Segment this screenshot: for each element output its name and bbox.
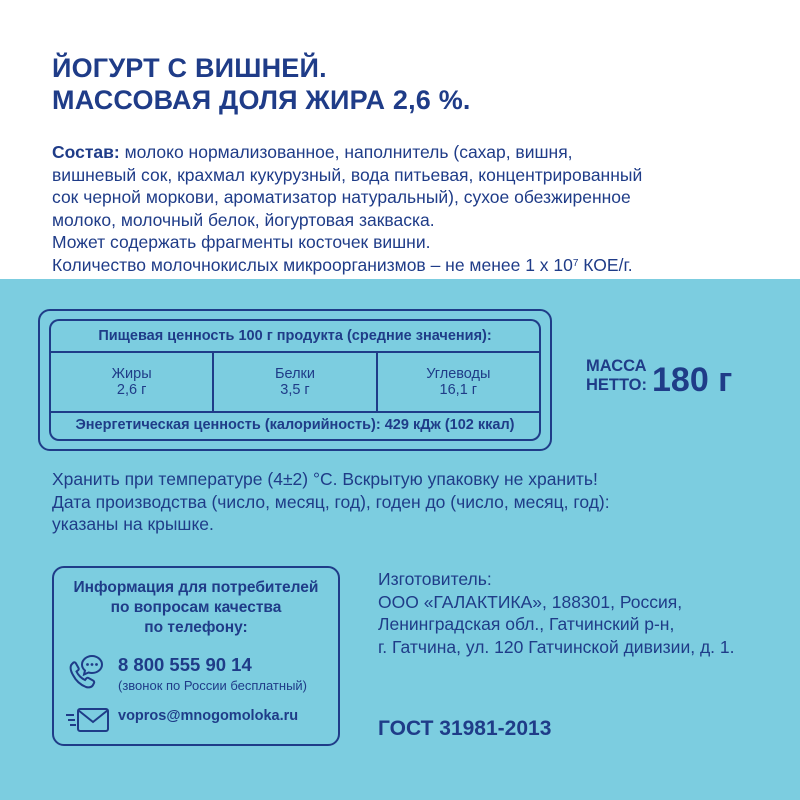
phone-note: (звонок по России бесплатный) (118, 678, 308, 693)
nutrition-cell-carbs (376, 353, 539, 411)
envelope-icon (66, 706, 110, 734)
manufacturer-line-3: Ленинградская обл., Гатчинский р-н, (378, 614, 675, 634)
title-line-2: МАССОВАЯ ДОЛЯ ЖИРА 2,6 %. (52, 85, 471, 115)
product-title (52, 52, 471, 116)
manufacturer-info (378, 568, 734, 658)
nutrition-cells (49, 351, 541, 413)
net-mass-label (586, 357, 647, 395)
fat-value: 2,6 г (116, 382, 147, 398)
composition-line-6 (52, 254, 772, 277)
consumer-info-line-1: Информация для потребителей (73, 579, 319, 596)
composition-text-1: молоко нормализованное, наполнитель (сахар, вишня, (119, 142, 573, 162)
consumer-info-line-2: по вопросам качества (110, 599, 282, 616)
microorganisms-text: Количество молочнокислых микроорганизмов – не менее 1 x 10 (52, 254, 573, 275)
carbs-value: 16,1 г (439, 382, 478, 398)
phone-number[interactable]: 8 800 555 90 14 (118, 654, 252, 675)
fat-label: Жиры (111, 366, 152, 382)
consumer-info-line-3: по телефону: (144, 619, 248, 636)
phone-chat-icon (65, 652, 105, 692)
protein-value: 3,5 г (280, 382, 310, 398)
net-mass-value: 180 г (652, 361, 733, 399)
title-line-1: ЙОГУРТ С ВИШНЕЙ. (52, 53, 327, 83)
nutrition-cell-protein (212, 353, 375, 411)
storage-line-2: Дата производства (число, месяц, год), годен до (число, месяц, год): (52, 491, 610, 512)
consumer-info-heading (54, 578, 338, 638)
gost-standard: ГОСТ 31981-2013 (378, 717, 552, 740)
nutrition-cell-fat (51, 353, 212, 411)
composition-label: Состав: (52, 142, 120, 162)
composition-line-1 (52, 141, 772, 164)
composition-line-2: вишневый сок, крахмал кукурузный, вода питьевая, концентрированный (52, 164, 643, 185)
manufacturer-line-4: г. Гатчина, ул. 120 Гатчинской дивизии, д. 1. (378, 636, 735, 657)
manufacturer-line-1: Изготовитель: (378, 569, 492, 589)
nutrition-header: Пищевая ценность 100 г продукта (средние значения): (49, 319, 541, 351)
manufacturer-line-2: ООО «ГАЛАКТИКА», 188301, Россия, (378, 591, 683, 612)
energy-value: Энергетическая ценность (калорийность): 429 кДж (102 ккал) (49, 413, 541, 441)
composition-line-3: сок черной моркови, ароматизатор натуральный), сухое обезжиренное (52, 187, 631, 207)
composition-line-5: Может содержать фрагменты косточек вишни. (52, 232, 431, 252)
storage-line-3: указаны на крышке. (52, 514, 214, 534)
consumer-info-box (52, 566, 340, 746)
storage-info (52, 468, 610, 536)
storage-line-1: Хранить при температуре (4±2) °С. Вскрытую упаковку не хранить! (52, 469, 598, 489)
net-mass-label-1: МАССА (586, 357, 647, 375)
protein-label: Белки (274, 366, 315, 382)
composition (52, 141, 772, 276)
nutrition-table (38, 309, 552, 451)
carbs-label: Углеводы (426, 366, 491, 382)
microorganisms-unit: КОЕ/г. (578, 254, 633, 275)
exponent: 7 (572, 257, 579, 269)
composition-line-4: молоко, молочный белок, йогуртовая закваска. (52, 209, 435, 230)
email-link[interactable]: vopros@mnogomoloka.ru (118, 708, 299, 724)
net-mass-label-2: НЕТТО: (586, 376, 647, 394)
